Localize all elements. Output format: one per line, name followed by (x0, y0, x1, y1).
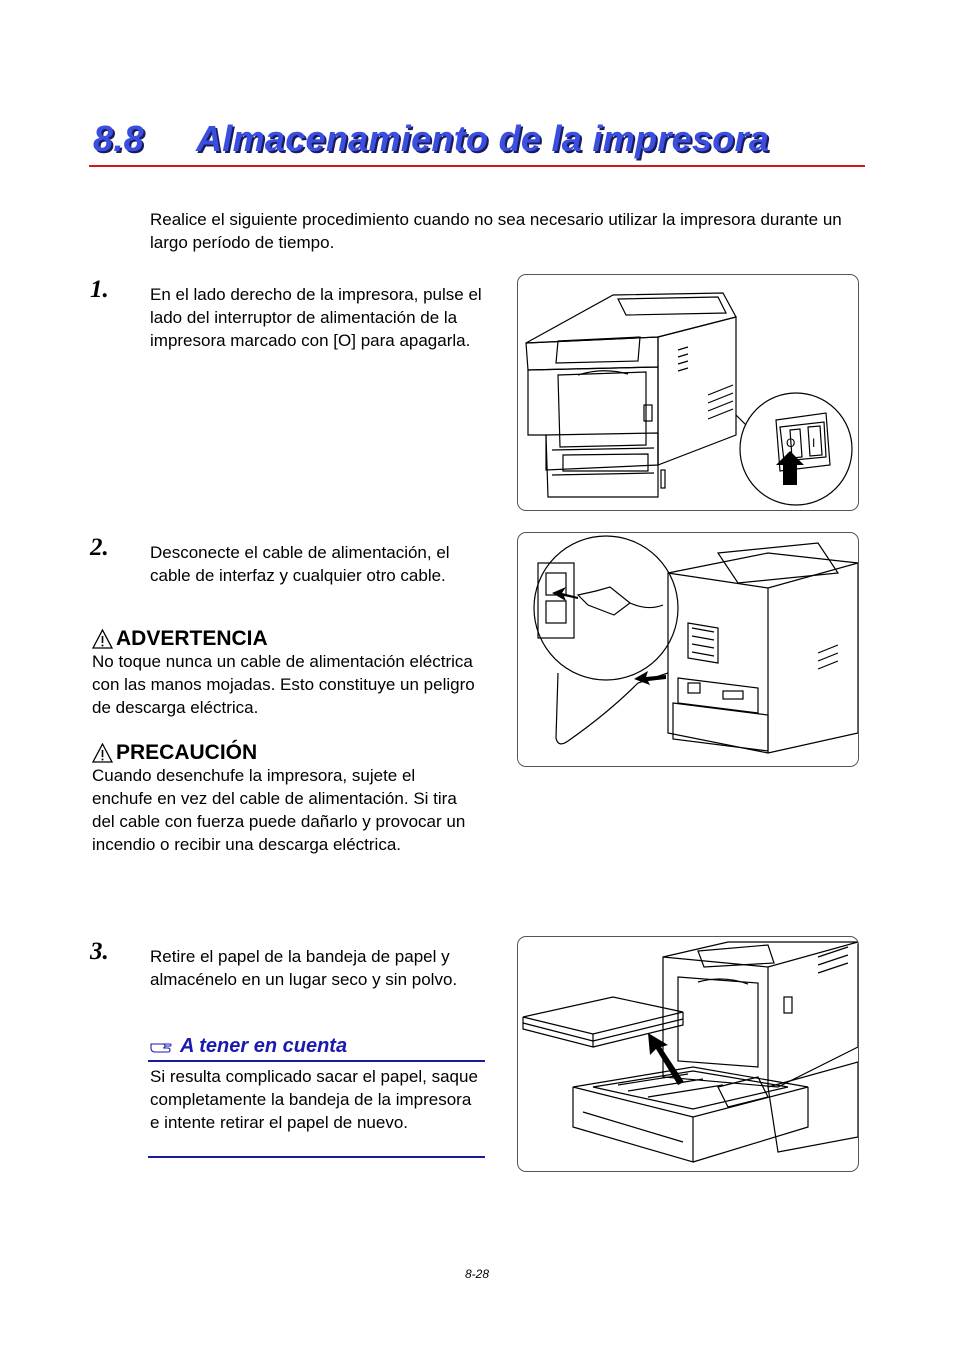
section-title: Almacenamiento de la impresora (196, 118, 770, 159)
caution-heading (92, 741, 257, 765)
pointing-hand-icon (150, 1040, 172, 1054)
step-2-text: Desconecte el cable de alimentación, el cable de interfaz y cualquier otro cable. (150, 543, 450, 585)
step-3-number: 3. (90, 938, 109, 965)
unplug-illustration (518, 533, 858, 766)
caution-title: PRECAUCIÓN (116, 741, 258, 764)
warning-title: ADVERTENCIA (116, 627, 268, 650)
switch-off-label: O (786, 436, 796, 450)
caution-text: Cuando desenchufe la impresora, sujete el enchufe en vez del cable de alimentación. Si tira del cable con fuerza puede dañarlo y provocar un incendio o recibir una descarga eléctrica. (92, 766, 466, 854)
warning-heading (92, 627, 268, 651)
paper-tray-illustration (518, 937, 858, 1171)
step-1-number: 1. (90, 276, 109, 303)
page-number: 8-28 (465, 1267, 490, 1281)
figure-disconnect-cables (517, 532, 859, 767)
figure-power-switch (517, 274, 859, 511)
step-1-text: En el lado derecho de la impresora, pulse el lado del interruptor de alimentación de la impresora marcado con [O] para apagarla. (150, 285, 482, 350)
figure-remove-paper (517, 936, 859, 1172)
switch-on-label: I (812, 436, 816, 450)
note-top-rule (148, 1060, 485, 1062)
warning-triangle-icon (92, 743, 113, 763)
title-underline (89, 165, 865, 167)
printer-switch-illustration (518, 275, 858, 510)
note-text: Si resulta complicado sacar el papel, saque completamente la bandeja de la impresora e intente retirar el papel de nuevo. (150, 1067, 478, 1132)
intro-paragraph: Realice el siguiente procedimiento cuando no sea necesario utilizar la impresora durante un largo período de tiempo. (150, 210, 842, 252)
warning-triangle-icon (92, 629, 113, 649)
step-2-number: 2. (90, 534, 109, 561)
note-heading (150, 1035, 347, 1058)
page-title (93, 118, 769, 160)
note-title: A tener en cuenta (180, 1035, 348, 1057)
step-3-text: Retire el papel de la bandeja de papel y almacénelo en un lugar seco y sin polvo. (150, 947, 458, 989)
warning-text: No toque nunca un cable de alimentación eléctrica con las manos mojadas. Esto constituye un peligro de descarga eléctrica. (92, 652, 475, 717)
section-number: 8.8 (93, 118, 144, 159)
note-bottom-rule (148, 1156, 485, 1158)
